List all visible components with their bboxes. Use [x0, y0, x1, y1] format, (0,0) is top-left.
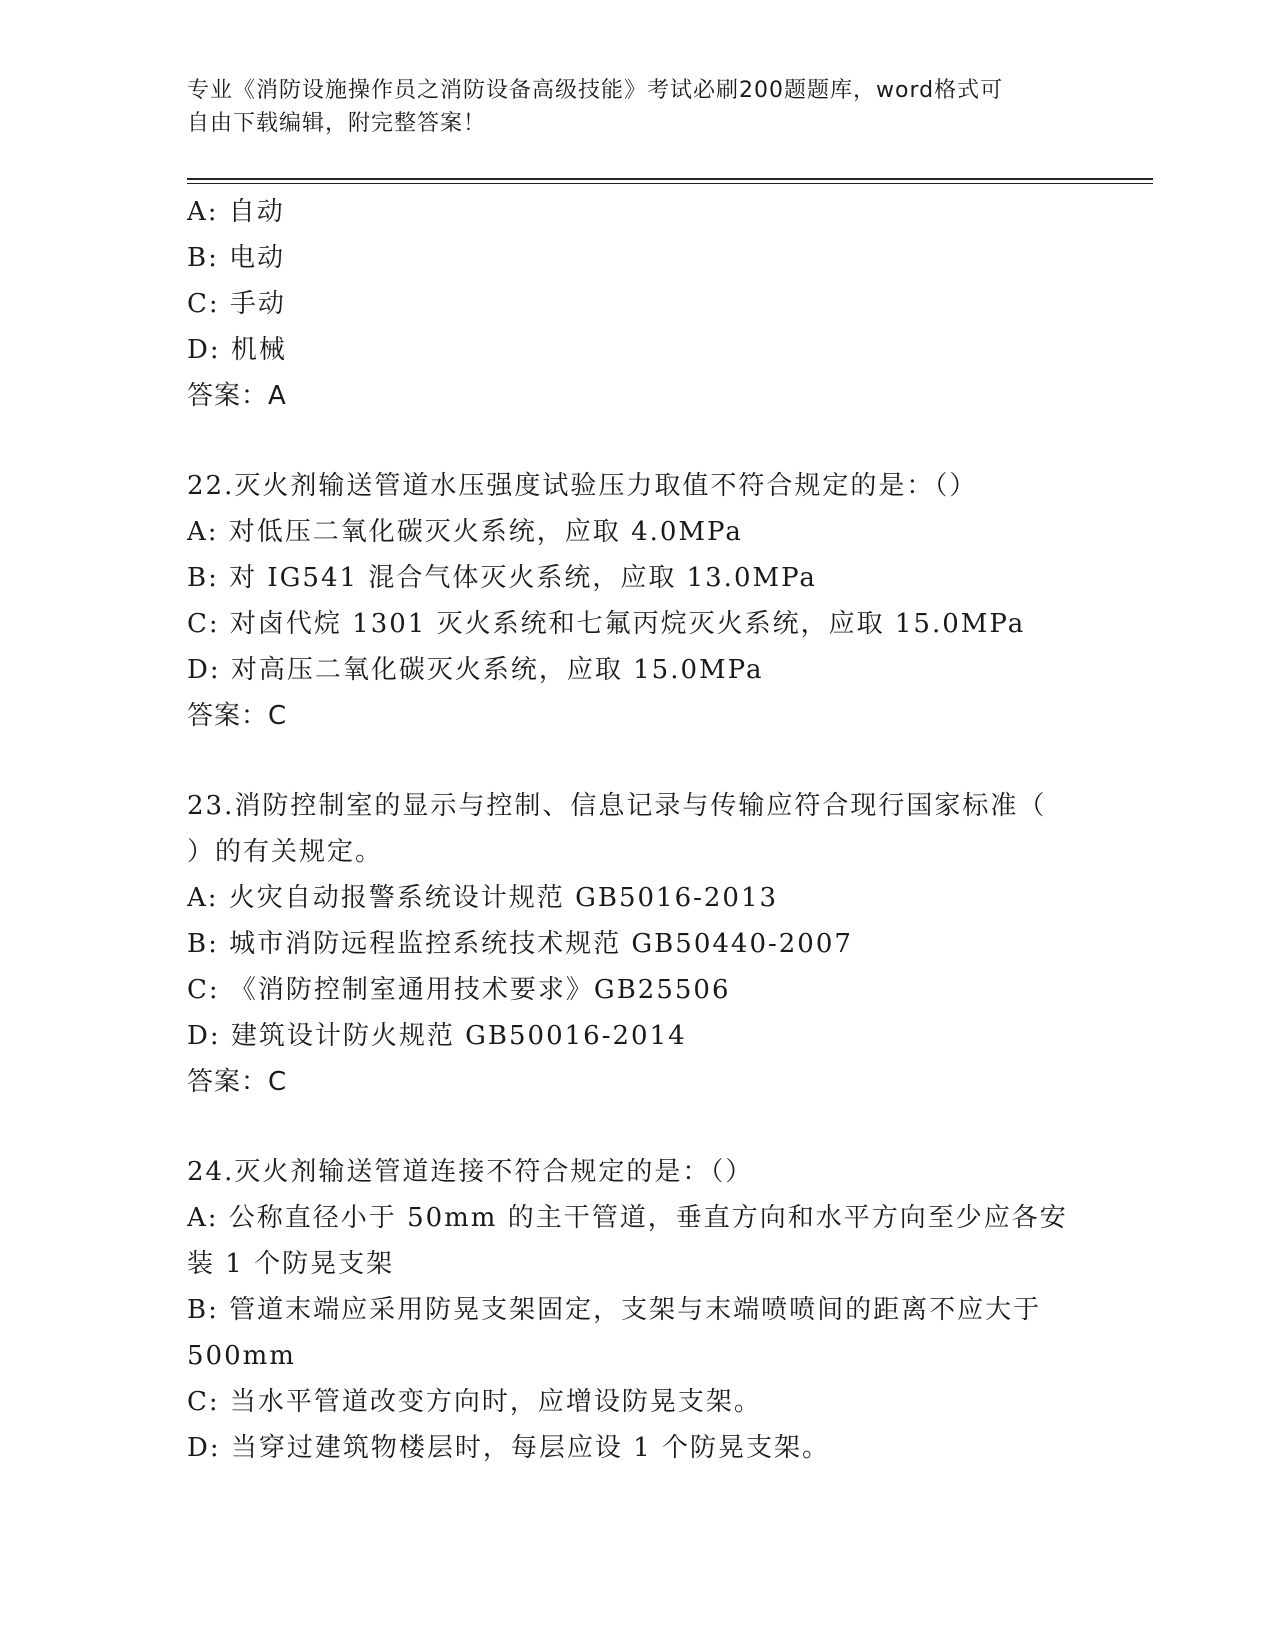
- question-stem-line-2: ）的有关规定。: [187, 837, 384, 867]
- question-23: [187, 783, 1087, 1105]
- question-22: [187, 463, 1087, 739]
- option-b: B: 城市消防远程监控系统技术规范 GB50440-2007: [187, 929, 853, 959]
- answer: 答案：A: [187, 381, 287, 411]
- spacer: [187, 419, 1087, 463]
- option-c: C: 当水平管道改变方向时，应增设防晃支架。: [187, 1387, 762, 1417]
- option-c: C: 《消防控制室通用技术要求》GB25506: [187, 975, 731, 1005]
- question-stem-line-1: 23.消防控制室的显示与控制、信息记录与传输应符合现行国家标准（: [187, 791, 1047, 821]
- option-b-line-2: 500mm: [187, 1341, 296, 1371]
- option-d: D: 建筑设计防火规范 GB50016-2014: [187, 1021, 687, 1051]
- option-a: A: 火灾自动报警系统设计规范 GB5016-2013: [187, 883, 779, 913]
- option-b: B: 电动: [187, 243, 286, 273]
- answer: 答案：C: [187, 1067, 288, 1097]
- header-line-2: 自由下载编辑，附完整答案！: [187, 111, 487, 136]
- option-d: D: 机械: [187, 335, 287, 365]
- header-rule-thick: [187, 178, 1153, 180]
- spacer: [187, 1105, 1087, 1149]
- option-c: C: 手动: [187, 289, 286, 319]
- question-21: [187, 189, 1087, 419]
- question-24: [187, 1149, 1087, 1471]
- option-c: C: 对卤代烷 1301 灭火系统和七氟丙烷灭火系统，应取 15.0MPa: [187, 609, 1026, 639]
- header-line-1: 专业《消防设施操作员之消防设备高级技能》考试必刷200题题库，word格式可: [187, 78, 1004, 103]
- option-b-line-1: B: 管道末端应采用防晃支架固定，支架与末端喷喷间的距离不应大于: [187, 1295, 1042, 1325]
- option-a: A: 对低压二氧化碳灭火系统，应取 4.0MPa: [187, 517, 743, 547]
- option-a-line-1: A: 公称直径小于 50mm 的主干管道，垂直方向和水平方向至少应各安: [187, 1203, 1068, 1233]
- question-stem: 22.灭火剂输送管道水压强度试验压力取值不符合规定的是：（）: [187, 471, 978, 501]
- option-a: A: 自动: [187, 197, 285, 227]
- option-d: D: 对高压二氧化碳灭火系统，应取 15.0MPa: [187, 655, 764, 685]
- question-stem: 24.灭火剂输送管道连接不符合规定的是：（）: [187, 1157, 754, 1187]
- option-a-line-2: 装 1 个防晃支架: [187, 1249, 395, 1279]
- header-rule-thin: [187, 183, 1153, 184]
- spacer: [187, 739, 1087, 783]
- question-list: [187, 189, 1087, 1471]
- option-b: B: 对 IG541 混合气体灭火系统，应取 13.0MPa: [187, 563, 817, 593]
- option-d: D: 当穿过建筑物楼层时，每层应设 1 个防晃支架。: [187, 1433, 830, 1463]
- document-header: [187, 74, 1087, 140]
- answer: 答案：C: [187, 701, 288, 731]
